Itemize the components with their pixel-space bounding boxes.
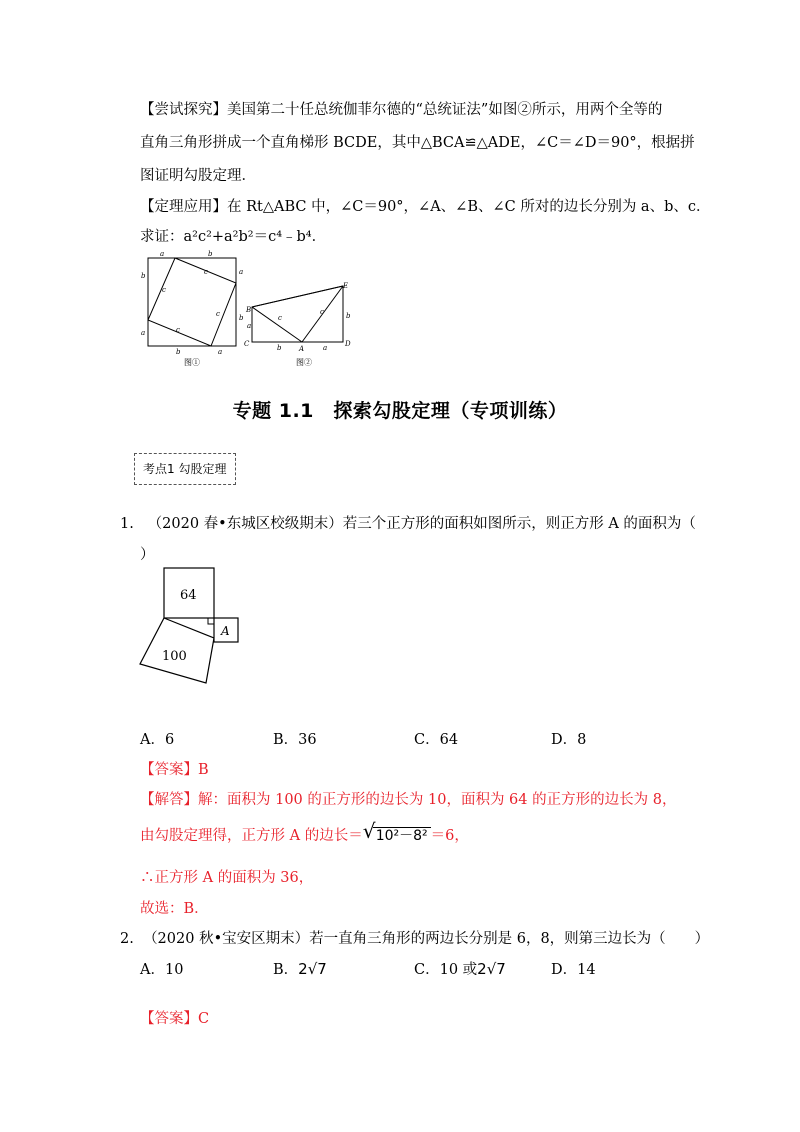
fig2-label-C: C	[244, 340, 250, 348]
kaodian-box: 考点1 勾股定理	[134, 453, 236, 485]
fig1-label-c-3: c	[176, 326, 180, 334]
q1-label-100: 100	[162, 649, 187, 664]
q1-analysis-line-2-post: ＝6，	[430, 828, 469, 844]
fig1-label-c-1: c	[204, 268, 208, 276]
q2-stem-text: （2020 秋•宝安区期末）若一直角三角形的两边长分别是 6，8，则第三边长为（ ）	[143, 931, 710, 947]
fig1-label-a-bottom: a	[218, 348, 223, 356]
q2-option-a: A．10	[140, 962, 184, 978]
q1-analysis-line-4: 故选：B．	[140, 901, 209, 917]
q1-analysis-line-2	[140, 819, 469, 845]
fig2-label-c-1: c	[278, 314, 282, 322]
fig1-label-c-2: c	[162, 286, 166, 294]
q1-stem-line-2: ）	[140, 547, 155, 563]
intro-line-1	[140, 98, 662, 119]
q2-number: 2.	[120, 931, 134, 947]
intro-tag-apply: 【定理应用】	[140, 199, 227, 215]
fig1-outer-square	[148, 258, 236, 346]
fig1-label-a-top: a	[160, 250, 165, 258]
q1-sqrt-sign-icon: √	[362, 819, 376, 843]
q1-analysis-line-1	[140, 788, 676, 809]
intro-line-5: 求证：a²c²+a²b²＝c⁴﹣b⁴．	[140, 229, 327, 245]
fig2-label-E: E	[343, 282, 349, 290]
fig2-caption: 图②	[296, 358, 312, 367]
fig1-caption: 图①	[184, 358, 200, 367]
q1-analysis-tag: 【解答】	[140, 792, 198, 808]
q2-option-c	[414, 958, 506, 979]
fig2-label-b-bottom: b	[277, 344, 282, 352]
q2-option-c-label: C．10 或	[414, 962, 478, 978]
fig1-inner-square	[148, 258, 236, 346]
fig2-label-c-2: c	[320, 308, 324, 316]
q1-number: 1.	[120, 516, 134, 532]
q1-right-angle-mark	[208, 618, 214, 624]
fig1-label-b-left: b	[141, 272, 146, 280]
q1-stem-line-1	[120, 512, 696, 533]
q1-stem-text: （2020 春•东城区校级期末）若三个正方形的面积如图所示，则正方形 A 的面积为（	[147, 516, 696, 532]
intro-tag-try: 【尝试探究】	[140, 102, 227, 118]
q2-option-b	[273, 958, 327, 979]
fig1-label-b-top: b	[208, 250, 213, 258]
intro-line-3: 图证明勾股定理．	[140, 168, 256, 184]
fig1-label-b-bottom: b	[176, 348, 181, 356]
fig1-label-c-4: c	[216, 310, 220, 318]
q1-option-c: C．64	[414, 732, 459, 748]
fig2-label-B: B	[246, 306, 252, 314]
q2-option-b-radical: 2√7	[298, 960, 327, 978]
q1-analysis-line-3: ∴正方形 A 的面积为 36，	[140, 870, 314, 886]
q1-option-d: D．8	[551, 732, 587, 748]
intro-line-4-text: 在 Rt△ABC 中，∠C＝90°，∠A、∠B、∠C 所对的边长分别为 a、b、c．	[227, 199, 711, 215]
q1-analysis-line-2-pre: 由勾股定理得，正方形 A 的边长＝	[140, 828, 363, 844]
fig1-label-a-right: a	[239, 268, 244, 276]
fig1-label-b-right: b	[239, 314, 244, 322]
fig2-trapezoid	[252, 286, 343, 342]
q2-option-c-radical: 2√7	[477, 960, 506, 978]
fig2-label-D: D	[345, 340, 351, 348]
q1-option-a: A．6	[140, 732, 175, 748]
fig2-label-A: A	[299, 345, 305, 353]
q2-option-d: D．14	[551, 962, 596, 978]
q1-sqrt-radicand: 10²－8²	[373, 827, 431, 844]
q1-answer: 【答案】B	[140, 762, 209, 778]
fig2-line-BA	[252, 307, 302, 342]
q1-squares-figure	[130, 565, 260, 695]
q1-analysis-line-1-text: 解：面积为 100 的正方形的边长为 10，面积为 64 的正方形的边长为 8，	[198, 792, 677, 808]
intro-line-4	[140, 195, 710, 216]
section-title: 专题 1.1 探索勾股定理（专项训练）	[232, 400, 568, 422]
intro-line-1-text: 美国第二十任总统伽菲尔德的“总统证法”如图②所示，用两个全等的	[227, 102, 663, 118]
q2-answer: 【答案】C	[140, 1011, 210, 1027]
fig1-label-a-left: a	[141, 329, 146, 337]
q1-label-A: A	[221, 624, 230, 638]
proof-figures	[138, 250, 358, 370]
q2-option-b-label: B．	[273, 962, 299, 978]
fig2-label-a: a	[247, 322, 252, 330]
q1-label-64: 64	[180, 588, 197, 603]
intro-line-2: 直角三角形拼成一个直角梯形 BCDE，其中△BCA≌△ADE，∠C＝∠D＝90°，根据拼	[140, 135, 695, 151]
q2-stem	[120, 927, 709, 948]
fig2-label-a-bottom: a	[323, 344, 328, 352]
q1-option-b: B．36	[273, 732, 317, 748]
fig2-label-b-right: b	[346, 312, 351, 320]
q1-sqrt-expression	[362, 819, 431, 845]
